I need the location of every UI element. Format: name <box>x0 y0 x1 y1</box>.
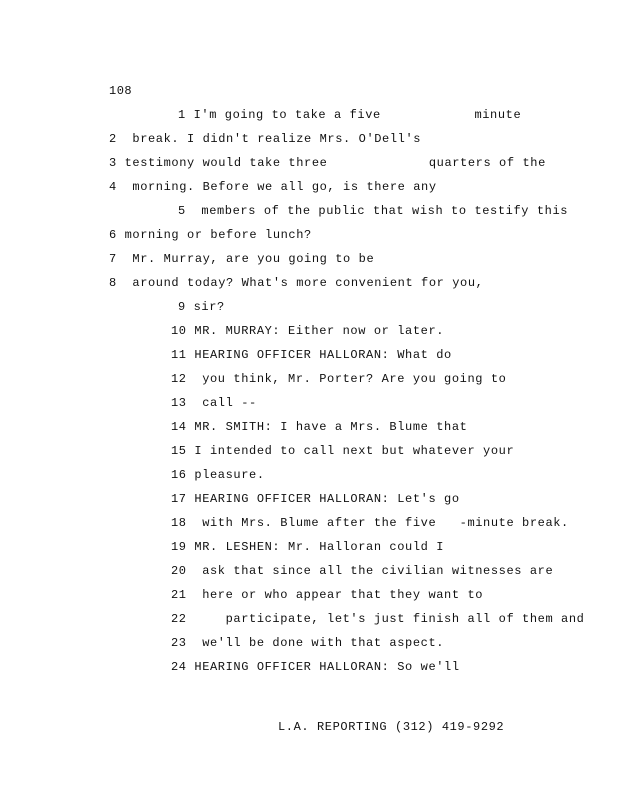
transcript-line-10: 10 MR. MURRAY: Either now or later. <box>171 324 445 338</box>
transcript-line-12: 12 you think, Mr. Porter? Are you going to <box>171 372 507 386</box>
transcript-line-8: 8 around today? What's more convenient for you, <box>109 276 484 290</box>
transcript-line-24: 24 HEARING OFFICER HALLORAN: So we'll <box>171 660 460 674</box>
transcript-line-22: 22 participate, let's just finish all of them and <box>171 612 585 626</box>
page-number: 108 <box>109 84 133 98</box>
transcript-line-23: 23 we'll be done with that aspect. <box>171 636 445 650</box>
transcript-line-5: 5 members of the public that wish to testify this <box>178 204 569 218</box>
transcript-line-21: 21 here or who appear that they want to <box>171 588 484 602</box>
transcript-line-16: 16 pleasure. <box>171 468 265 482</box>
transcript-line-11: 11 HEARING OFFICER HALLORAN: What do <box>171 348 452 362</box>
transcript-line-4: 4 morning. Before we all go, is there any <box>109 180 437 194</box>
transcript-line-9: 9 sir? <box>178 300 225 314</box>
transcript-line-13: 13 call -- <box>171 396 257 410</box>
transcript-line-17: 17 HEARING OFFICER HALLORAN: Let's go <box>171 492 460 506</box>
transcript-line-14: 14 MR. SMITH: I have a Mrs. Blume that <box>171 420 468 434</box>
transcript-line-20: 20 ask that since all the civilian witnesses are <box>171 564 554 578</box>
transcript-line-3: 3 testimony would take three quarters of the <box>109 156 546 170</box>
reporter-footer: L.A. REPORTING (312) 419-9292 <box>278 720 505 734</box>
transcript-line-1: 1 I'm going to take a five minute <box>178 108 522 122</box>
transcript-line-19: 19 MR. LESHEN: Mr. Halloran could I <box>171 540 445 554</box>
transcript-line-7: 7 Mr. Murray, are you going to be <box>109 252 375 266</box>
transcript-line-18: 18 with Mrs. Blume after the five -minute break. <box>171 516 569 530</box>
transcript-line-15: 15 I intended to call next but whatever your <box>171 444 515 458</box>
transcript-line-2: 2 break. I didn't realize Mrs. O'Dell's <box>109 132 422 146</box>
transcript-line-6: 6 morning or before lunch? <box>109 228 312 242</box>
